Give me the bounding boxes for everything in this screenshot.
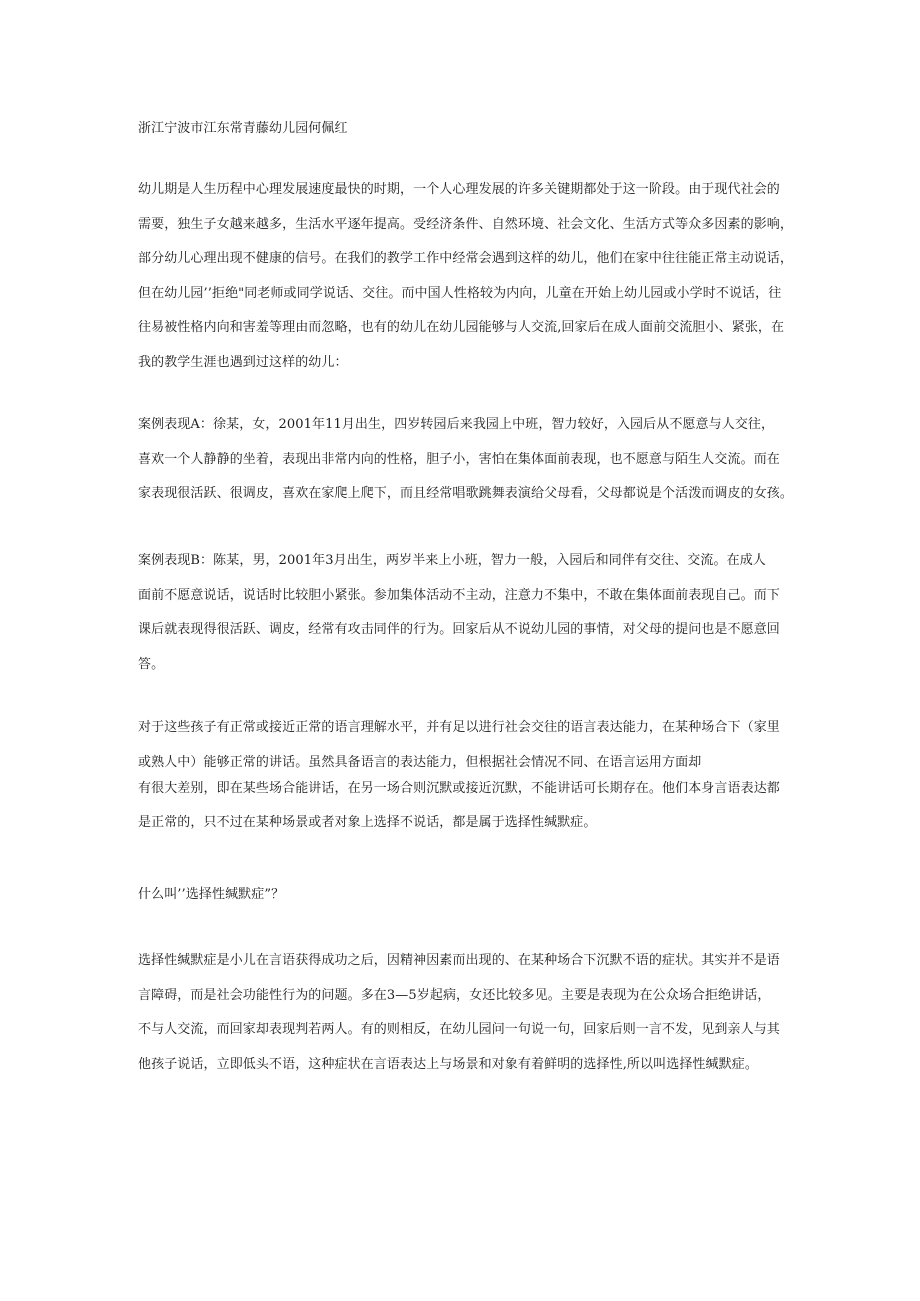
intro-line: 我的教学生涯也遇到过这样的幼儿： bbox=[138, 354, 348, 370]
intro-paragraph bbox=[138, 178, 798, 386]
case-a-line: 喜欢一个人静静的坐着，表现出非常内向的性格，胆子小，害怕在集体面前表现，也不愿意与陌生人交流。而在 bbox=[138, 451, 780, 467]
author-line bbox=[138, 117, 798, 152]
question-text: 什么叫’’选择性缄默症”？ bbox=[138, 887, 285, 902]
discussion-line: 对于这些孩子有正常或接近正常的语言理解水平，并有足以进行社会交往的语言表达能力，在某种场合下（家里 bbox=[138, 720, 780, 735]
discussion-line: 有很大差别，即在某些场合能讲话，在另一场合则沉默或接近沉默，不能讲话可长期存在。他们本身言语表达都 bbox=[138, 780, 780, 796]
case-b-paragraph bbox=[138, 549, 798, 687]
intro-line: 需要，独生子女越来越多，生活水平逐年提高。受经济条件、自然环境、社会文化、生活方式等众多因素的影响， bbox=[138, 216, 794, 232]
discussion-paragraph bbox=[138, 716, 798, 846]
definition-line: 不与人交流，而回家却表现判若两人。有的则相反，在幼儿园问一句说一句，回家后则一言不发，见到亲人与其 bbox=[138, 1022, 780, 1038]
definition-line: 选择性缄默症是小儿在言语获得成功之后，因精神因素而出现的、在某种场合下沉默不语的症状。其实并不是语 bbox=[138, 953, 780, 968]
intro-line: 部分幼儿心理出现不健康的信号。在我们的教学工作中经常会遇到这样的幼儿，他们在家中往往能正常主动说话， bbox=[138, 251, 794, 267]
definition-line: 言障碍，而是社会功能性行为的问题。多在3—5岁起病，女还比较多见。主要是表现为在公众场合拒绝讲话， bbox=[138, 987, 771, 1003]
question-heading bbox=[138, 883, 798, 918]
discussion-line: 是正常的，只不过在某种场景或者对象上选择不说话，都是属于选择性缄默症。 bbox=[138, 815, 597, 831]
discussion-line: 或熟人中）能够正常的讲话。虽然具备语言的表达能力，但根据社会情况不同、在语言运用方面却 bbox=[138, 754, 702, 770]
case-b-line: 课后就表现得很活跃、调皮，经常有攻击同伴的行为。回家后从不说幼儿园的事情，对父母的提问也是不愿意回 bbox=[138, 622, 780, 638]
intro-line: 往易被性格内向和害羞等理由而忽略，也有的幼儿在幼儿园能够与人交流,回家后在成人面前交流胆小、紧张，在 bbox=[138, 320, 785, 336]
intro-line: 幼儿期是人生历程中心理发展速度最快的时期，一个人心理发展的许多关键期都处于这一阶段。由于现代社会的 bbox=[138, 182, 780, 197]
case-b-line: 案例表现B：陈某，男，2001年3月出生，两岁半来上小班，智力一般，入园后和同伴有交往、交流。在成人 bbox=[138, 553, 766, 568]
case-b-line: 面前不愿意说话，说话时比较胆小紧张。参加集体活动不主动，注意力不集中，不敢在集体面前表现自己。而下 bbox=[138, 587, 780, 603]
case-a-line: 家表现很活跃、很调皮，喜欢在家爬上爬下，而且经常唱歌跳舞表演给父母看，父母都说是个活泼而调皮的女孩。 bbox=[138, 486, 794, 502]
intro-line: 但在幼儿园’’拒绝"同老师或同学说话、交往。而中国人性格较为内向，儿童在开始上幼儿园或小学时不说话，往 bbox=[138, 285, 782, 301]
case-a-paragraph bbox=[138, 413, 798, 517]
case-a-line: 案例表现A：徐某，女，2001年11月出生，四岁转园后来我园上中班，智力较好，入园后从不愿意与人交往， bbox=[138, 417, 775, 432]
author-text: 浙江宁波市江东常青藤幼儿园何佩红 bbox=[138, 121, 348, 136]
definition-paragraph bbox=[138, 949, 798, 1087]
definition-line: 他孩子说话，立即低头不语，这种症状在言语表达上与场景和对象有着鲜明的选择性,所以叫选择性缄默症。 bbox=[138, 1056, 758, 1072]
case-b-line: 答。 bbox=[138, 656, 165, 672]
